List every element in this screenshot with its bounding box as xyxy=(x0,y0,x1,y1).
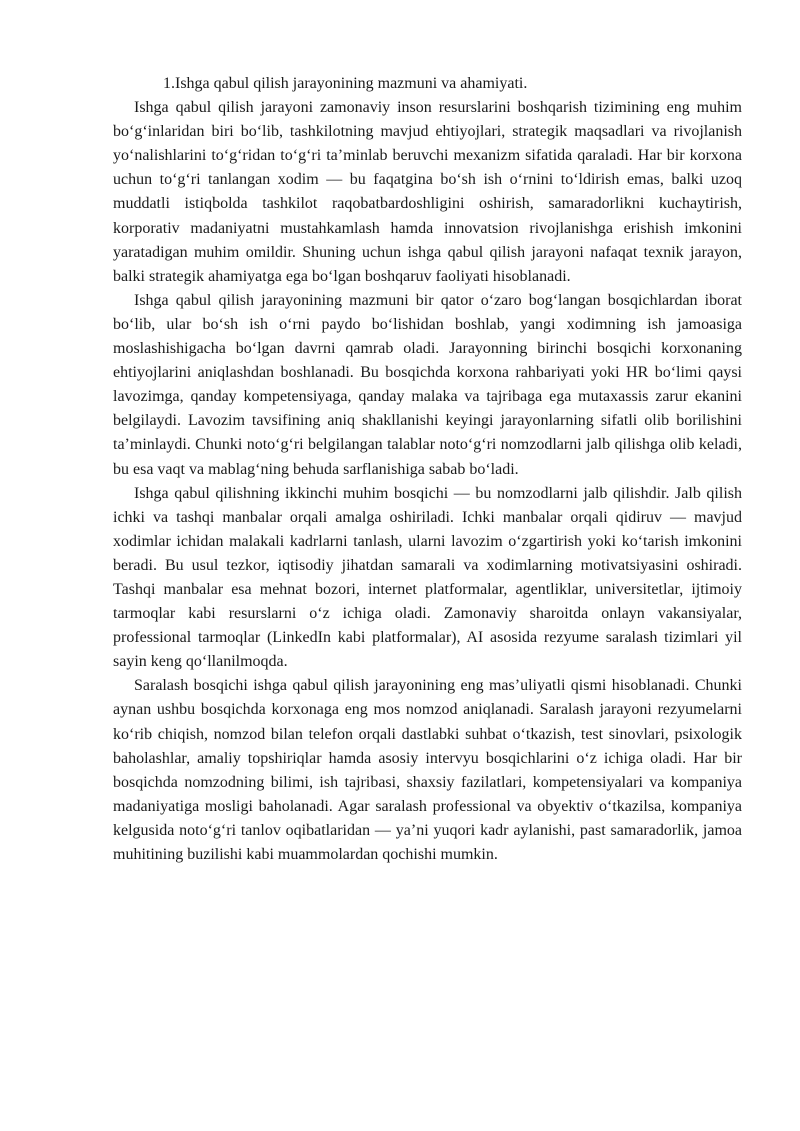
paragraph-4: Saralash bosqichi ishga qabul qilish jarayonining eng mas’uliyatli qismi hisoblanadi. Chunki aynan ushbu bosqichda korxonaga eng mos nomzod aniqlanadi. Saralash jarayoni rezyumelarni ko‘rib chiqish, nomzod bilan telefon orqali dastlabki suhbat o‘tkazish, test sinovlari, psixologik baholashlar, amaliy topshiriqlar hamda asosiy intervyu bosqichlarini o‘z ichiga oladi. Har bir bosqichda nomzodning bilimi, ish tajribasi, shaxsiy fazilatlari, kompetensiyalari va kompaniya madaniyatiga mosligi baholanadi. Agar saralash professional va obyektiv o‘tkazilsa, kompaniya kelgusida noto‘g‘ri tanlov oqibatlaridan — ya’ni yuqori kadr aylanishi, past samaradorlik, jamoa muhitining buzilishi kabi muammolardan qochishi mumkin. xyxy=(113,677,742,863)
section-heading: 1.Ishga qabul qilish jarayonining mazmuni va ahamiyati. xyxy=(163,75,528,92)
paragraph-2: Ishga qabul qilish jarayonining mazmuni bir qator o‘zaro bog‘langan bosqichlardan iborat bo‘lib, ular bo‘sh ish o‘rni paydo bo‘lishidan boshlab, yangi xodimning ish jamoasiga moslashishigacha bo‘lgan davrni qamrab oladi. Jarayonning birinchi bosqichi korxonaning ehtiyojlarini aniqlashdan boshlanadi. Bu bosqichda korxona rahbariyati yoki HR bo‘limi qaysi lavozimga, qanday kompetensiyaga, qanday malaka va tajribaga ega mutaxassis zarur ekanini belgilaydi. Lavozim tavsifining aniq shakllanishi keyingi jarayonlarning sifatli olib borilishini ta’minlaydi. Chunki noto‘g‘ri belgilangan talablar noto‘g‘ri nomzodlarni jalb qilishga olib keladi, bu esa vaqt va mablag‘ning behuda sarflanishiga sabab bo‘ladi. xyxy=(113,291,742,478)
paragraph-3: Ishga qabul qilishning ikkinchi muhim bosqichi — bu nomzodlarni jalb qilishdir. Jalb qilish ichki va tashqi manbalar orqali amalga oshiriladi. Ichki manbalar orqali qidiruv — mavjud xodimlar ichidan malakali kadrlarni tanlash, ularni lavozim o‘zgartirish yoki ko‘tarish imkonini beradi. Bu usul tezkor, iqtisodiy jihatdan samarali va xodimlarning motivatsiyasini oshiradi. Tashqi manbalar esa mehnat bozori, internet platformalar, agentliklar, universitetlar, ijtimoiy tarmoqlar kabi resurslarni o‘z ichiga oladi. Zamonaviy sharoitda onlayn vakansiyalar, professional tarmoqlar (LinkedIn kabi platformalar), AI asosida rezyume saralash tizimlari yil sayin keng qo‘llanilmoqda. xyxy=(113,484,742,671)
paragraph-1: Ishga qabul qilish jarayoni zamonaviy inson resurslarini boshqarish tizimining eng muhim bo‘g‘inlaridan biri bo‘lib, tashkilotning mavjud ehtiyojlari, strategik maqsadlari va rivojlanish yo‘nalishlarini to‘g‘ridan to‘g‘ri ta’minlab beruvchi mexanizm sifatida qaraladi. Har bir korxona uchun to‘g‘ri tanlangan xodim — bu faqatgina bo‘sh ish o‘rnini to‘ldirish emas, balki uzoq muddatli istiqbolda tashkilot raqobatbardoshligini oshirish, samaradorlikni kuchaytirish, korporativ madaniyatni mustahkamlash hamda innovatsion rivojlanishga erishish imkonini yaratadigan muhim omildir. Shuning uchun ishga qabul qilish jarayoni nafaqat texnik jarayon, balki strategik ahamiyatga ega bo‘lgan boshqaruv faoliyati hisoblanadi. xyxy=(113,99,742,285)
document-page xyxy=(113,72,742,867)
